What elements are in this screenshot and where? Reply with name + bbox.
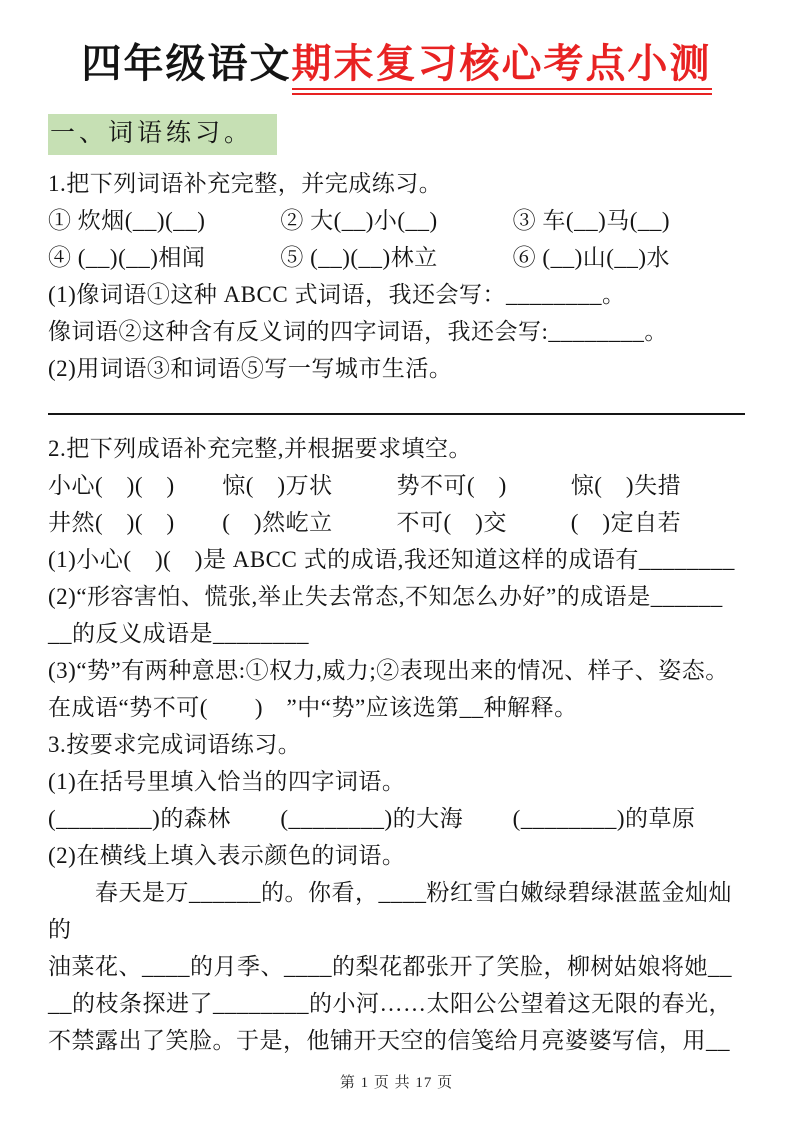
- page-title: [48, 38, 745, 90]
- q2-sub1: (1)小心( )( )是 ABCC 式的成语,我还知道这样的成语有________: [48, 547, 735, 573]
- word-blank-item-2: ② 大(__)小(__): [280, 208, 438, 234]
- phrase-blank-item-2: (________)的大海: [280, 806, 464, 832]
- q2-sub2b: __的反义成语是________: [48, 621, 309, 647]
- q1-sub1a: (1)像词语①这种 ABCC 式词语，我还会写：________。: [48, 282, 626, 308]
- idiom-blank-item-4: 惊( )失措: [570, 473, 682, 499]
- page-footer: 第 1 页 共 17 页: [339, 1075, 454, 1091]
- word-blank-item-1: ① 炊烟(__)(__): [48, 208, 206, 234]
- phrase-blank-item-3: (________)的草原: [512, 806, 696, 832]
- word-blank-item-5: ⑤ (__)(__)林立: [280, 245, 438, 271]
- q3-paragraph-line-3: __的枝条探进了________的小河……太阳公公望着这无限的春光，: [48, 991, 732, 1017]
- word-blank-item-4: ④ (__)(__)相闻: [48, 245, 206, 271]
- word-blank-item-3: ③ 车(__)马(__): [512, 208, 671, 234]
- idiom-blank-item-7: 不可( )交: [396, 510, 507, 536]
- section-label: 一、词语练习。: [48, 114, 277, 155]
- section-divider: [48, 413, 745, 415]
- idiom-blank-item-5: 井然( )( ): [48, 510, 175, 536]
- q3-sub1: (1)在括号里填入恰当的四字词语。: [48, 769, 406, 795]
- q1-sub2: (2)用词语③和词语⑤写一写城市生活。: [48, 356, 453, 382]
- title-prefix: 四年级语文: [81, 41, 292, 86]
- q2-sub2a: (2)“形容害怕、慌张,举止失去常态,不知怎么办好”的成语是______: [48, 584, 723, 610]
- idiom-blank-item-1: 小心( )( ): [48, 473, 175, 499]
- idiom-blank-item-6: ( )然屹立: [222, 510, 333, 536]
- title-highlight: 期末复习核心考点小测: [292, 41, 712, 95]
- section-header: [48, 114, 745, 155]
- q1-sub1b: 像词语②这种含有反义词的四字词语，我还会写:________。: [48, 319, 668, 345]
- idiom-blank-item-3: 势不可( ): [396, 473, 507, 499]
- q1-prompt: 1.把下列词语补充完整，并完成练习。: [48, 171, 443, 197]
- q2-row1: [48, 467, 745, 504]
- word-blank-item-6: ⑥ (__)山(__)水: [512, 245, 671, 271]
- q3-paragraph-line-2: 油菜花、____的月季、____的梨花都张开了笑脸，柳树姑娘将她__: [48, 954, 732, 980]
- idiom-blank-item-8: ( )定自若: [570, 510, 682, 536]
- q1-row1: [48, 202, 745, 239]
- q2-row2: [48, 504, 745, 541]
- q3-paragraph-line-4: 不禁露出了笑脸。于是，他铺开天空的信笺给月亮婆婆写信，用__: [48, 1028, 730, 1054]
- q3-sub2: (2)在横线上填入表示颜色的词语。: [48, 843, 406, 869]
- idiom-blank-item-2: 惊( )万状: [222, 473, 333, 499]
- q3-paragraph-line-1: 春天是万______的。你看，____粉红雪白嫩绿碧绿湛蓝金灿灿的: [48, 880, 732, 943]
- phrase-blank-item-1: (________)的森林: [48, 806, 231, 832]
- q3-prompt: 3.按要求完成词语练习。: [48, 732, 302, 758]
- q3-row1: [48, 800, 745, 837]
- q1-row2: [48, 239, 745, 276]
- q2-sub3a: (3)“势”有两种意思:①权力,威力;②表现出来的情况、样子、姿态。: [48, 658, 729, 684]
- q2-prompt: 2.把下列成语补充完整,并根据要求填空。: [48, 436, 472, 462]
- q2-sub3b: 在成语“势不可( ) ”中“势”应该选第__种解释。: [48, 695, 578, 721]
